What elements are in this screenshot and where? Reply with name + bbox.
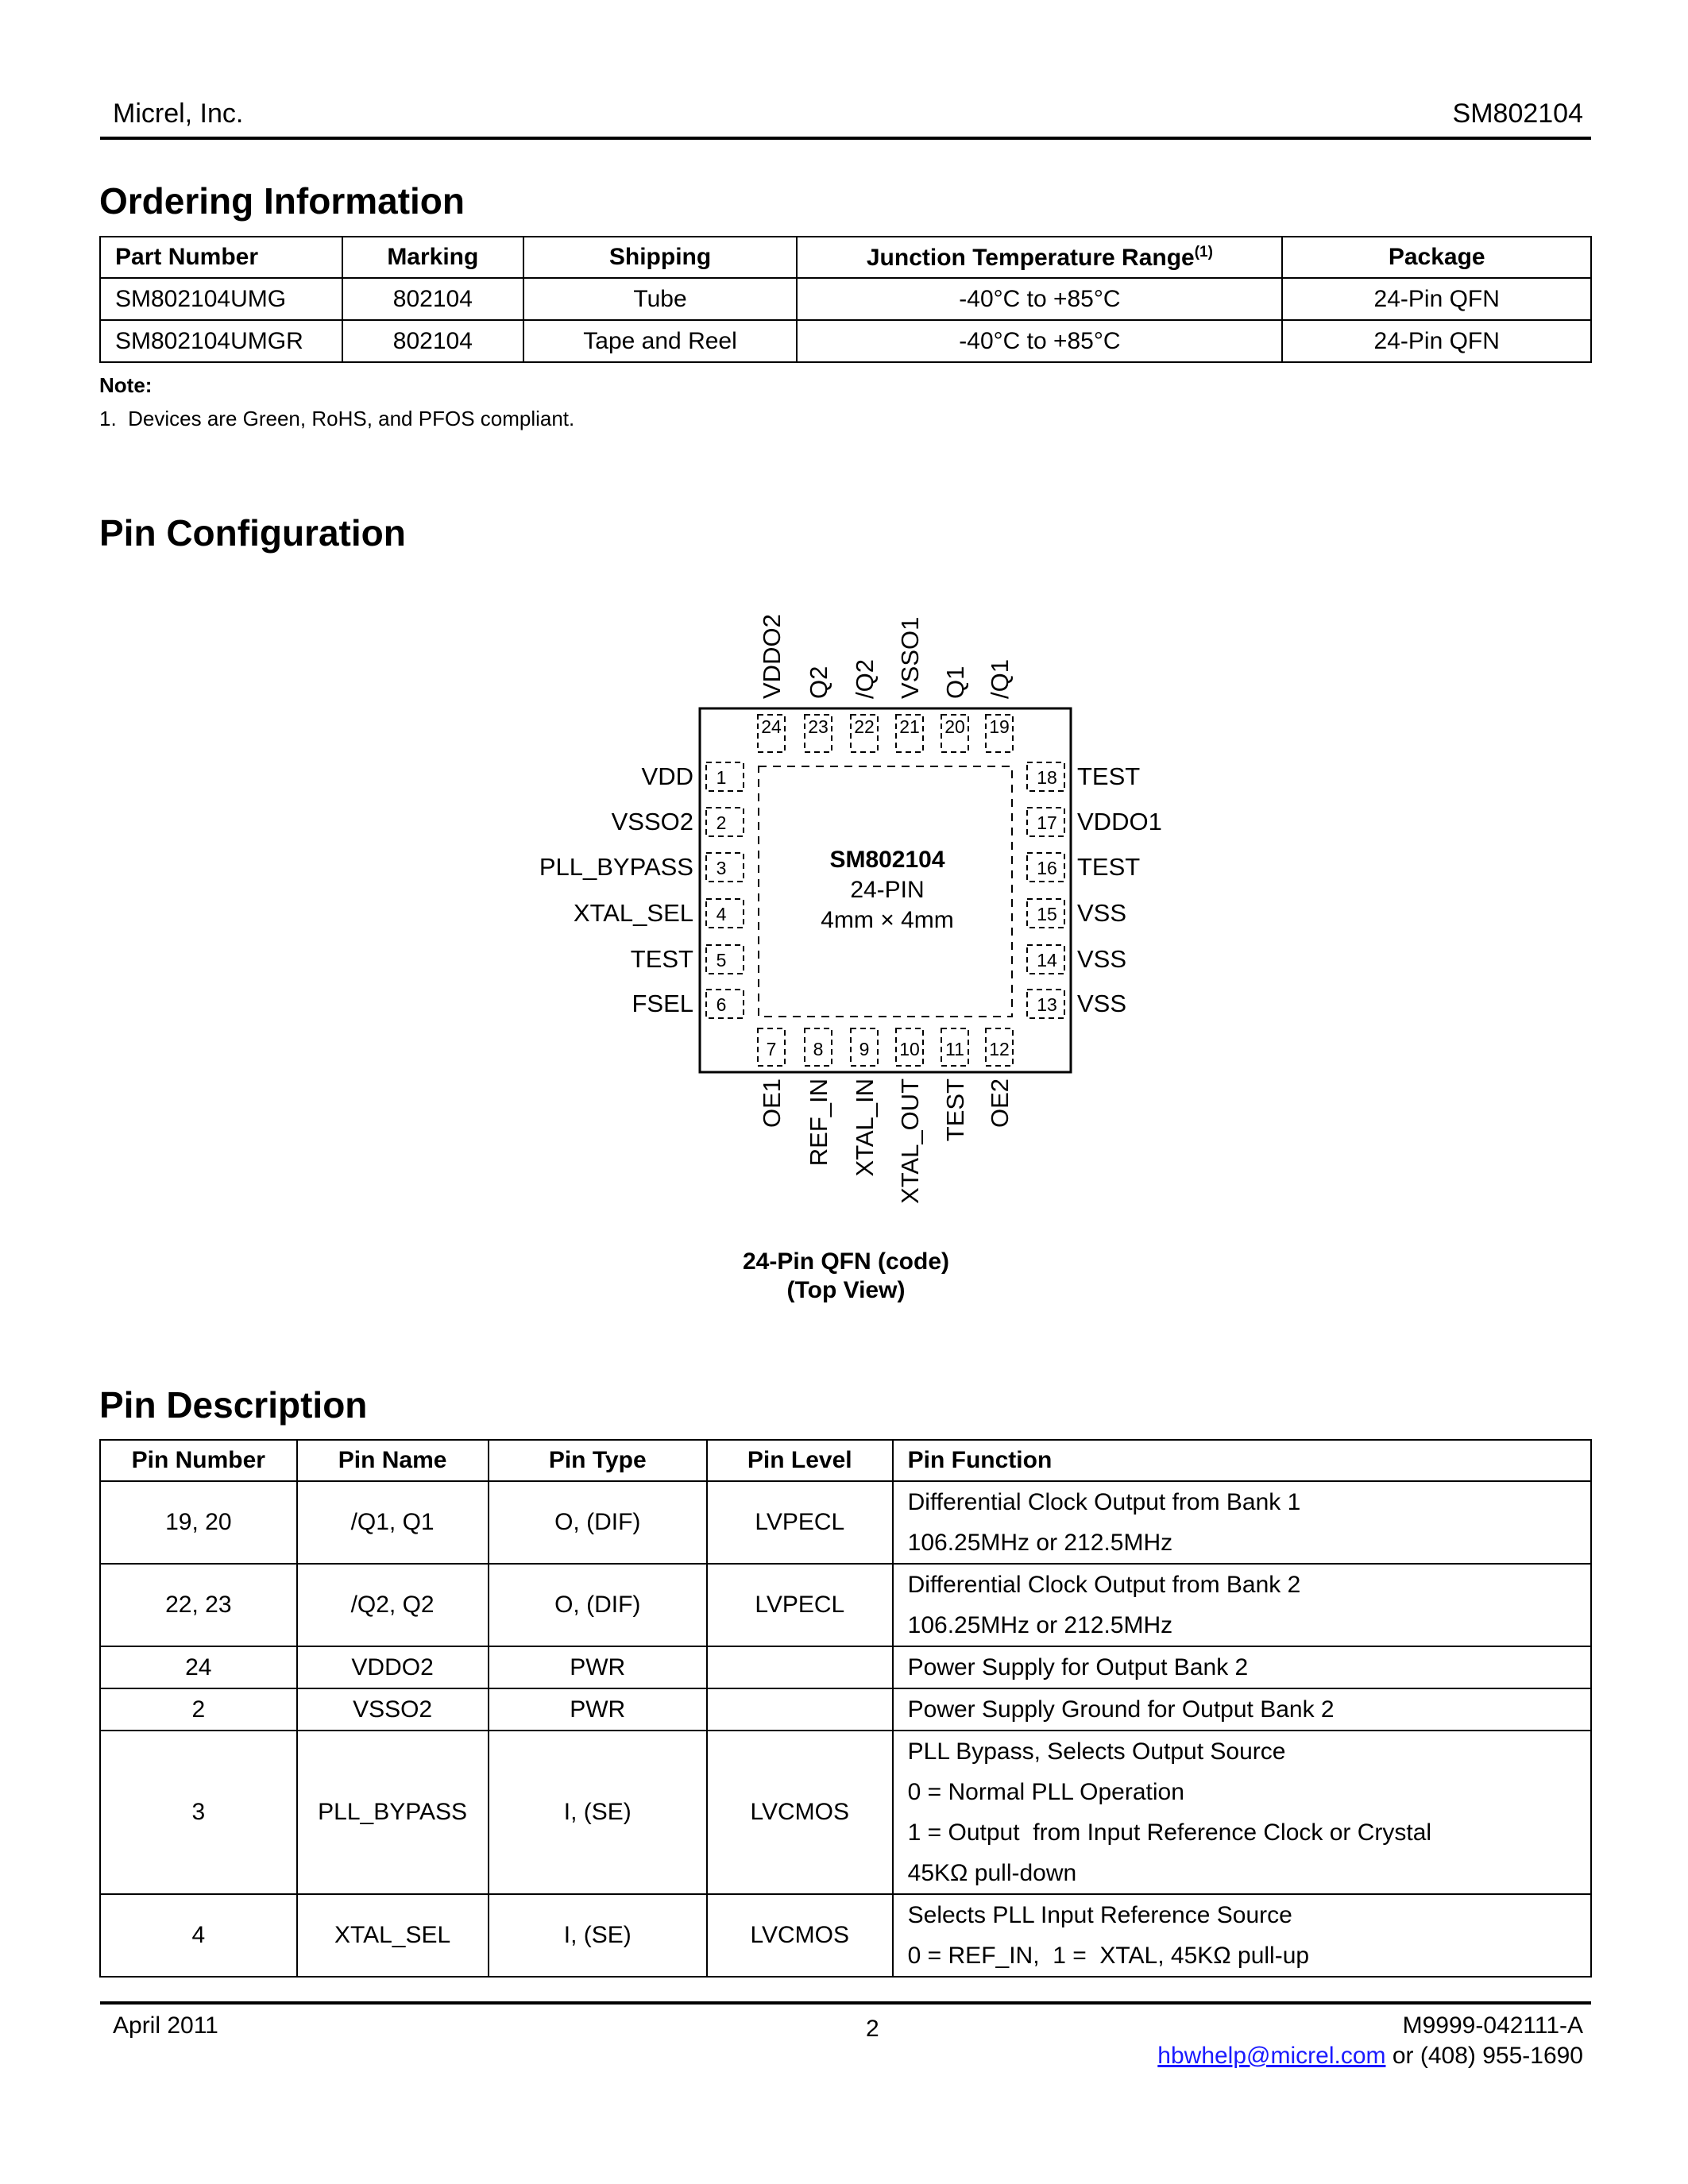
pin-number: 24: [761, 716, 782, 737]
pin-name-cell: /Q1, Q1: [297, 1481, 489, 1564]
page-number: 2: [866, 2016, 879, 2042]
footer-doc-number: M9999-042111-A: [1402, 2012, 1583, 2039]
pin-function-line: Differential Clock Output from Bank 1: [907, 1489, 1301, 1515]
col-pin-type: Pin Type: [489, 1440, 707, 1481]
pin-function-cell: [893, 1646, 1591, 1688]
pin-label: /Q2: [851, 659, 879, 699]
pin-number: 18: [1037, 767, 1057, 788]
pin-function-line: 45KΩ pull-down: [907, 1860, 1077, 1886]
pin-number: 15: [1037, 904, 1057, 924]
header-part-number: SM802104: [1452, 98, 1583, 129]
pin-label: VDD: [641, 762, 693, 790]
pin-number-cell: 3: [100, 1731, 297, 1894]
pin-function-line: 1 = Output from Input Reference Clock or Crystal: [907, 1819, 1432, 1846]
shipping-cell: Tape and Reel: [523, 320, 798, 362]
pin-label: Q2: [805, 666, 832, 699]
pin-type-cell: PWR: [489, 1646, 707, 1688]
pin-label: VSS: [1077, 990, 1127, 1017]
pin-label: /Q1: [986, 659, 1014, 699]
pin-function-line: PLL Bypass, Selects Output Source: [907, 1738, 1286, 1765]
pin-description-header-row: [100, 1440, 1591, 1481]
header-company: Micrel, Inc.: [113, 98, 244, 129]
shipping-cell: Tube: [523, 278, 798, 320]
pin-number: 21: [899, 716, 920, 737]
pin-label: XTAL_SEL: [573, 899, 693, 927]
col-shipping: Shipping: [523, 237, 798, 278]
pin-label: XTAL_OUT: [896, 1078, 924, 1204]
pin-label: VSS: [1077, 899, 1127, 927]
pin-number: 11: [945, 1039, 964, 1059]
temperature-cell: -40°C to +85°C: [797, 320, 1282, 362]
pin-type-cell: I, (SE): [489, 1894, 707, 1977]
pin-number: 19: [989, 716, 1010, 737]
pin-name-cell: VSSO2: [297, 1688, 489, 1731]
table-row: [100, 1688, 1591, 1731]
diagram-caption: 24-Pin QFN (code): [742, 1248, 950, 1275]
temperature-cell: -40°C to +85°C: [797, 278, 1282, 320]
pin-function-cell: [893, 1731, 1591, 1894]
pin-number: 1: [716, 767, 727, 788]
pin-level-cell: [707, 1688, 893, 1731]
pin-number: 23: [808, 716, 829, 737]
pin-function-line: 106.25MHz or 212.5MHz: [907, 1612, 1173, 1638]
pin-label: TEST: [941, 1078, 969, 1142]
package-cell: 24-Pin QFN: [1282, 320, 1591, 362]
pin-number: 7: [766, 1039, 777, 1059]
part-number-cell: SM802104UMG: [100, 278, 342, 320]
pin-function-cell: [893, 1894, 1591, 1977]
pin-level-cell: LVPECL: [707, 1564, 893, 1646]
pin-number-cell: 19, 20: [100, 1481, 297, 1564]
pin-number: 12: [989, 1039, 1010, 1059]
diagram-caption-view: (Top View): [786, 1277, 906, 1303]
pin-number-cell: 4: [100, 1894, 297, 1977]
footer-rule: [100, 2001, 1591, 2005]
chip-size: 4mm × 4mm: [821, 907, 954, 933]
footer-contact: [1157, 2043, 1583, 2070]
table-row: [100, 1646, 1591, 1688]
pin-number: 8: [813, 1039, 824, 1059]
pin-level-cell: LVCMOS: [707, 1731, 893, 1894]
col-pin-number: Pin Number: [100, 1440, 297, 1481]
pin-label: FSEL: [632, 990, 693, 1017]
pin-label: OE2: [986, 1078, 1014, 1129]
pin-function-line: 0 = REF_IN, 1 = XTAL, 45KΩ pull-up: [907, 1943, 1310, 1969]
pin-level-cell: [707, 1646, 893, 1688]
col-part-number: Part Number: [100, 237, 342, 278]
pin-label: TEST: [1077, 853, 1141, 881]
pin-number: 14: [1037, 950, 1057, 970]
pin-number: 3: [716, 858, 727, 878]
pin-number: 2: [716, 812, 727, 833]
pin-level-cell: LVCMOS: [707, 1894, 893, 1977]
pin-number: 17: [1037, 812, 1057, 833]
pin-label: PLL_BYPASS: [539, 853, 693, 881]
note-text: 1. Devices are Green, RoHS, and PFOS compliant.: [99, 407, 575, 430]
pin-function-cell: [893, 1688, 1591, 1731]
pin-label: REF_IN: [805, 1078, 832, 1167]
pin-type-cell: PWR: [489, 1688, 707, 1731]
pin-config-title: Pin Configuration: [99, 512, 406, 554]
pin-name-cell: VDDO2: [297, 1646, 489, 1688]
pin-label: VSSO2: [611, 808, 693, 835]
marking-cell: 802104: [342, 320, 523, 362]
pin-number: 13: [1037, 994, 1057, 1015]
pin-type-cell: I, (SE): [489, 1731, 707, 1894]
pin-label: Q1: [941, 666, 969, 699]
footnote-ref: (1): [1194, 243, 1213, 260]
pin-number: 20: [944, 716, 965, 737]
footer-date: April 2011: [113, 2012, 218, 2039]
support-email-link[interactable]: hbwhelp@micrel.com: [1157, 2043, 1386, 2069]
pin-type-cell: O, (DIF): [489, 1564, 707, 1646]
col-pin-function: Pin Function: [893, 1440, 1591, 1481]
pin-name-cell: /Q2, Q2: [297, 1564, 489, 1646]
pin-label: TEST: [1077, 762, 1141, 790]
pin-type-cell: O, (DIF): [489, 1481, 707, 1564]
pin-number: 16: [1037, 858, 1057, 878]
pin-label: VDDO1: [1077, 808, 1162, 835]
pin-number-cell: 22, 23: [100, 1564, 297, 1646]
pin-name-cell: PLL_BYPASS: [297, 1731, 489, 1894]
table-row: [100, 1481, 1591, 1564]
pin-function-line: Differential Clock Output from Bank 2: [907, 1572, 1301, 1598]
pin-function-cell: [893, 1481, 1591, 1564]
support-phone: or (408) 955-1690: [1385, 2043, 1583, 2069]
table-row: [100, 1564, 1591, 1646]
pin-label: TEST: [630, 945, 693, 973]
pin-description-table: [99, 1439, 1592, 1978]
pin-number: 9: [859, 1039, 870, 1059]
pin-number: 5: [716, 950, 727, 970]
package-cell: 24-Pin QFN: [1282, 278, 1591, 320]
pin-number: 4: [716, 904, 727, 924]
pin-function-line: Selects PLL Input Reference Source: [907, 1902, 1292, 1928]
pin-number-cell: 2: [100, 1688, 297, 1731]
pin-number: 10: [899, 1039, 920, 1059]
pin-function-line: Power Supply Ground for Output Bank 2: [907, 1696, 1335, 1723]
marking-cell: 802104: [342, 278, 523, 320]
col-marking: Marking: [342, 237, 523, 278]
pin-label: VSSO1: [896, 616, 924, 699]
part-number-cell: SM802104UMGR: [100, 320, 342, 362]
pin-function-line: Power Supply for Output Bank 2: [907, 1654, 1249, 1680]
table-row: [100, 1894, 1591, 1977]
ordering-title: Ordering Information: [99, 180, 465, 222]
pin-label: VSS: [1077, 945, 1127, 973]
pin-function-line: 0 = Normal PLL Operation: [907, 1779, 1184, 1805]
pin-number: 6: [716, 994, 727, 1015]
pin-description-title: Pin Description: [99, 1384, 368, 1426]
pin-level-cell: LVPECL: [707, 1481, 893, 1564]
pin-label: OE1: [758, 1078, 786, 1129]
pin-function-line: 106.25MHz or 212.5MHz: [907, 1530, 1173, 1556]
chip-pin-count: 24-PIN: [850, 877, 925, 903]
pin-label: XTAL_IN: [851, 1078, 879, 1177]
pin-function-cell: [893, 1564, 1591, 1646]
pin-label: VDDO2: [758, 614, 786, 699]
note-label: Note:: [99, 373, 153, 397]
col-package: Package: [1282, 237, 1591, 278]
pin-name-cell: XTAL_SEL: [297, 1894, 489, 1977]
col-pin-name: Pin Name: [297, 1440, 489, 1481]
table-row: [100, 1731, 1591, 1894]
pin-number: 22: [854, 716, 875, 737]
col-temperature-label: Junction Temperature Range: [866, 244, 1195, 271]
chip-name: SM802104: [829, 847, 945, 873]
col-pin-level: Pin Level: [707, 1440, 893, 1481]
pin-number-cell: 24: [100, 1646, 297, 1688]
